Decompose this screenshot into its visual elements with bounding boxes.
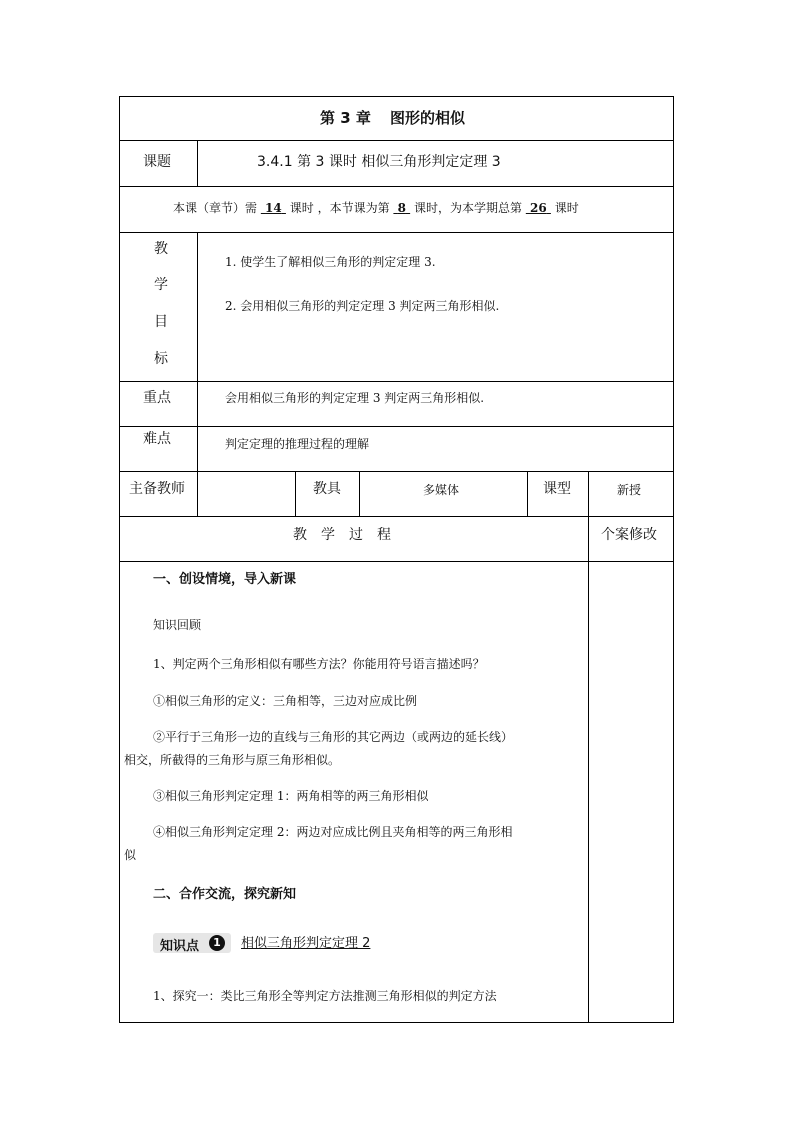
row-divider-8 xyxy=(119,561,674,562)
difficulty-label: 难点 xyxy=(143,431,171,447)
row-divider-1 xyxy=(119,140,674,141)
chapter-number: 第 3 章 xyxy=(320,109,371,127)
objective-label-char-3: 目 xyxy=(154,314,168,330)
staff-divider-3 xyxy=(527,471,528,517)
process-header: 教 学 过 程 xyxy=(293,527,391,543)
hours-semester: 26 xyxy=(530,201,547,215)
teacher-label: 主备教师 xyxy=(129,481,185,497)
row-divider-7 xyxy=(119,516,674,517)
table-left-border xyxy=(119,96,120,1023)
question-1: 1、判定两个三角形相似有哪些方法？你能用符号语言描述吗？ xyxy=(153,657,485,671)
staff-divider-1 xyxy=(295,471,296,517)
label-column-divider xyxy=(197,140,198,186)
hours-mid2: 课时，为本学期总第 xyxy=(413,201,522,215)
knowledge-point-badge-label: 知识点 xyxy=(160,939,200,954)
knowledge-point-number-icon: 1 xyxy=(209,935,225,951)
tools-label: 教具 xyxy=(313,481,341,497)
row-divider-2 xyxy=(119,186,674,187)
objective-item-1: 1. 使学生了解相似三角形的判定定理 3. xyxy=(225,255,436,269)
row-divider-3 xyxy=(119,232,674,233)
row-divider-6 xyxy=(119,471,674,472)
label-column-divider-2 xyxy=(197,232,198,517)
row-divider-5 xyxy=(119,426,674,427)
section2-title: 二、合作交流，探究新知 xyxy=(153,887,297,902)
method-1: ①相似三角形的定义：三角相等，三边对应成比例 xyxy=(153,694,418,708)
knowledge-point-title: 相似三角形判定定理 2 xyxy=(241,936,371,951)
method-4-line2: 似 xyxy=(124,848,137,862)
revision-header: 个案修改 xyxy=(601,527,657,543)
key-point-value: 会用相似三角形的判定定理 3 判定两三角形相似. xyxy=(225,391,485,405)
table-bottom-border xyxy=(119,1022,674,1023)
staff-divider-2 xyxy=(359,471,360,517)
method-4-line1: ④相似三角形判定定理 2：两边对应成比例且夹角相等的两三角形相 xyxy=(153,825,513,839)
objective-label-char-2: 学 xyxy=(154,277,168,293)
method-2-line2: 相交，所截得的三角形与原三角形相似。 xyxy=(124,753,341,767)
hours-suffix: 课时 xyxy=(554,201,579,215)
staff-divider-4 xyxy=(588,471,589,517)
hours-prefix: 本课（章节）需 xyxy=(173,201,258,215)
tools-value: 多媒体 xyxy=(423,483,460,497)
topic-label: 课题 xyxy=(143,154,171,170)
review-label: 知识回顾 xyxy=(153,618,202,632)
table-right-border xyxy=(673,96,674,1023)
hours-total: 14 xyxy=(265,201,282,215)
key-point-label: 重点 xyxy=(143,390,171,406)
process-divider xyxy=(588,516,589,1023)
chapter-title: 图形的相似 xyxy=(390,109,466,127)
objective-item-2: 2. 会用相似三角形的判定定理 3 判定两三角形相似. xyxy=(225,299,500,313)
method-2-line1: ②平行于三角形一边的直线与三角形的其它两边（或两边的延长线） xyxy=(153,730,514,744)
table-top-border xyxy=(119,96,674,97)
type-label: 课型 xyxy=(543,481,571,497)
method-3: ③相似三角形判定定理 1：两角相等的两三角形相似 xyxy=(153,789,429,803)
type-value: 新授 xyxy=(617,483,642,497)
hours-mid: 课时 ，本节课为第 xyxy=(289,201,390,215)
section1-title: 一、创设情境，导入新课 xyxy=(153,572,297,587)
hours-current: 8 xyxy=(397,201,406,215)
objective-label-char-1: 教 xyxy=(154,241,168,257)
row-divider-4 xyxy=(119,381,674,382)
difficulty-value: 判定定理的推理过程的理解 xyxy=(225,437,370,451)
topic-value: 3.4.1 第 3 课时 相似三角形判定定理 3 xyxy=(257,154,501,170)
hours-line xyxy=(173,200,579,216)
objective-label-char-4: 标 xyxy=(154,351,168,367)
explore-1: 1、探究一：类比三角形全等判定方法推测三角形相似的判定方法 xyxy=(153,989,497,1003)
